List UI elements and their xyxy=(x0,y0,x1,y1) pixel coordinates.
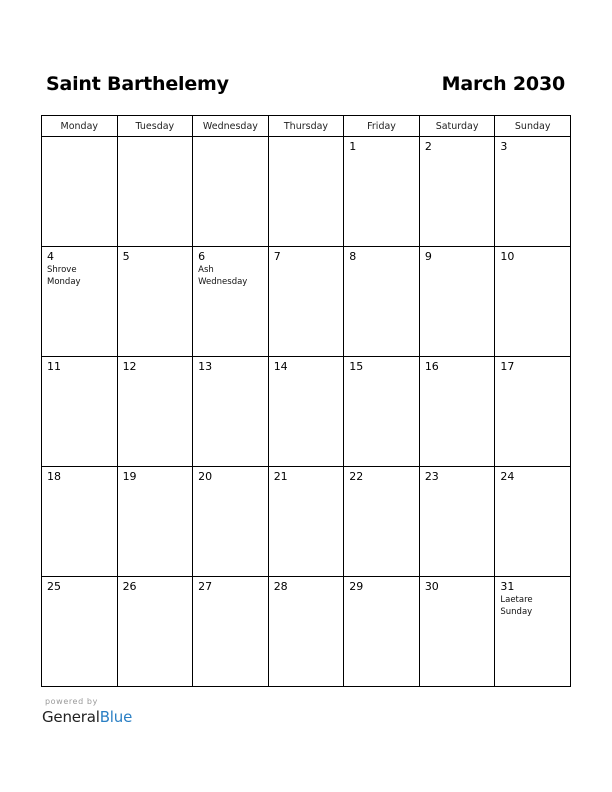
day-number: 16 xyxy=(424,360,439,373)
day-cell xyxy=(268,577,344,687)
day-number: 3 xyxy=(500,140,508,153)
footer-branding xyxy=(42,697,132,726)
day-number: 27 xyxy=(198,580,213,593)
day-number: 24 xyxy=(500,470,515,483)
day-number: 11 xyxy=(47,360,61,373)
day-number: 19 xyxy=(122,470,137,483)
day-cell xyxy=(193,357,269,467)
day-number: 30 xyxy=(424,580,439,593)
day-number: 9 xyxy=(424,250,432,263)
day-number: 8 xyxy=(349,250,357,263)
day-cell xyxy=(117,137,193,247)
brand-name-blue: Blue xyxy=(99,708,133,726)
day-number: 29 xyxy=(349,580,364,593)
day-cell xyxy=(344,467,420,577)
week-row xyxy=(42,357,571,467)
day-cell xyxy=(42,247,118,357)
holiday-label: Laetare Sunday xyxy=(500,595,533,617)
weekday-header: Tuesday xyxy=(117,116,193,137)
day-cell xyxy=(344,137,420,247)
day-number: 23 xyxy=(424,470,439,483)
day-number: 31 xyxy=(500,580,515,593)
day-number: 26 xyxy=(122,580,137,593)
weekday-header: Sunday xyxy=(495,116,571,137)
day-number: 28 xyxy=(273,580,288,593)
day-cell xyxy=(495,357,571,467)
day-number: 17 xyxy=(500,360,515,373)
day-cell xyxy=(344,247,420,357)
holiday-label: Shrove Monday xyxy=(47,265,81,287)
day-cell xyxy=(193,137,269,247)
day-number: 12 xyxy=(122,360,137,373)
day-cell xyxy=(193,577,269,687)
day-number: 1 xyxy=(349,140,357,153)
day-cell xyxy=(419,577,495,687)
day-number: 7 xyxy=(273,250,281,263)
weekday-header: Saturday xyxy=(419,116,495,137)
day-cell xyxy=(117,247,193,357)
day-cell xyxy=(495,467,571,577)
day-cell xyxy=(344,357,420,467)
day-number: 5 xyxy=(122,250,130,263)
day-cell xyxy=(268,247,344,357)
day-cell xyxy=(117,467,193,577)
weekday-header-row xyxy=(42,116,571,137)
day-cell xyxy=(495,577,571,687)
day-cell xyxy=(419,357,495,467)
week-row xyxy=(42,467,571,577)
day-cell xyxy=(117,357,193,467)
day-number: 18 xyxy=(47,470,61,483)
week-row xyxy=(42,577,571,687)
day-number: 21 xyxy=(273,470,288,483)
day-cell xyxy=(268,357,344,467)
powered-by-text: powered by xyxy=(45,697,98,706)
week-row xyxy=(42,137,571,247)
week-row xyxy=(42,247,571,357)
holiday-label: Ash Wednesday xyxy=(198,265,248,287)
weekday-header: Monday xyxy=(42,116,118,137)
calendar-header xyxy=(46,71,565,97)
country-title: Saint Barthelemy xyxy=(46,73,229,95)
day-cell xyxy=(117,577,193,687)
day-cell xyxy=(193,247,269,357)
day-cell xyxy=(419,247,495,357)
brand-name-general: General xyxy=(42,708,100,726)
day-number: 13 xyxy=(198,360,213,373)
day-cell xyxy=(495,247,571,357)
weekday-header: Thursday xyxy=(268,116,344,137)
calendar-grid xyxy=(41,115,571,687)
day-number: 15 xyxy=(349,360,364,373)
day-number: 6 xyxy=(198,250,206,263)
day-number: 14 xyxy=(273,360,288,373)
day-cell xyxy=(42,467,118,577)
day-cell xyxy=(42,357,118,467)
day-cell xyxy=(344,577,420,687)
day-cell xyxy=(268,467,344,577)
day-number: 22 xyxy=(349,470,364,483)
brand-logo[interactable] xyxy=(42,708,132,726)
day-cell xyxy=(42,137,118,247)
day-cell xyxy=(193,467,269,577)
month-title: March 2030 xyxy=(441,73,565,95)
day-number: 4 xyxy=(47,250,54,263)
day-cell xyxy=(495,137,571,247)
weekday-header: Friday xyxy=(344,116,420,137)
day-cell xyxy=(268,137,344,247)
day-number: 20 xyxy=(198,470,213,483)
day-number: 10 xyxy=(500,250,515,263)
day-cell xyxy=(419,137,495,247)
day-cell xyxy=(42,577,118,687)
weekday-header: Wednesday xyxy=(193,116,269,137)
day-cell xyxy=(419,467,495,577)
day-number: 2 xyxy=(424,140,432,153)
day-number: 25 xyxy=(47,580,61,593)
